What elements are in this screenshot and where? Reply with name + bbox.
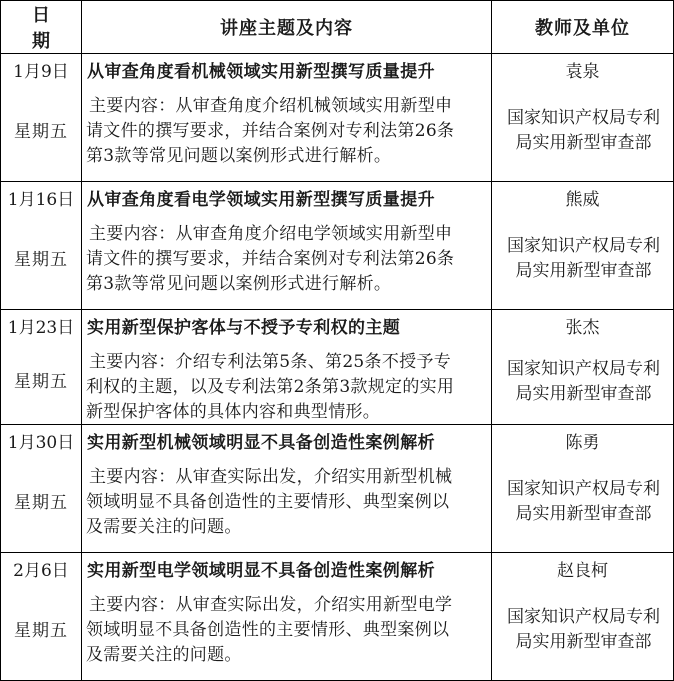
content-line: 主要内容：从审查角度介绍机械领域实用新型申 (89, 96, 453, 116)
lecture-weekday: 星期五 (14, 122, 68, 142)
teacher-org (502, 357, 665, 407)
lecture-content (86, 94, 485, 169)
lecture-date: 1月16日 (7, 190, 75, 210)
content-line: 请文件的撰写要求，并结合案例对专利法第26条 (86, 249, 455, 269)
header-teacher: 教师及单位 (492, 1, 674, 54)
topic-cell (82, 425, 492, 553)
date-cell (1, 182, 82, 310)
teacher-org (502, 605, 665, 655)
content-line: 利权的主题，以及专利法第2条第3款规定的实用 (86, 377, 455, 397)
date-cell (1, 553, 82, 681)
org-line: 局实用新型审查部 (515, 261, 652, 281)
table-row (1, 553, 674, 681)
table-row (1, 425, 674, 553)
teacher-cell (492, 182, 674, 310)
lecture-date: 2月6日 (13, 561, 69, 581)
date-cell (1, 310, 82, 425)
org-line: 国家知识产权局专利 (507, 108, 660, 128)
content-line: 主要内容：介绍专利法第5条、第25条不授予专 (89, 352, 452, 372)
lecture-title: 实用新型电学领域明显不具备创造性案例解析 (87, 561, 435, 581)
lecture-title: 实用新型机械领域明显不具备创造性案例解析 (87, 433, 435, 453)
table-header-row (1, 1, 674, 54)
content-line: 领域明显不具备创造性的主要情形、典型案例以 (86, 620, 450, 640)
teacher-cell (492, 553, 674, 681)
date-cell (1, 425, 82, 553)
content-line: 第3款等常见问题以案例形式进行解析。 (86, 146, 392, 166)
teacher-org (502, 106, 665, 156)
org-line: 国家知识产权局专利 (507, 479, 660, 499)
org-line: 局实用新型审查部 (515, 384, 652, 404)
content-line: 主要内容：从审查实际出发，介绍实用新型机械 (89, 467, 453, 487)
lecture-date: 1月9日 (13, 62, 69, 82)
content-line: 领域明显不具备创造性的主要情形、典型案例以 (86, 492, 450, 512)
date-cell (1, 54, 82, 182)
teacher-cell (492, 425, 674, 553)
lecture-content (86, 222, 485, 297)
header-topic: 讲座主题及内容 (82, 1, 492, 54)
header-date: 日 期 (1, 1, 82, 54)
lecture-weekday: 星期五 (14, 250, 68, 270)
topic-cell (82, 54, 492, 182)
teacher-name: 熊威 (565, 190, 600, 210)
lecture-title: 从审查角度看机械领域实用新型撰写质量提升 (87, 62, 435, 82)
org-line: 国家知识产权局专利 (507, 359, 660, 379)
teacher-name: 赵良柯 (557, 561, 608, 581)
teacher-org (502, 477, 665, 527)
teacher-name: 袁泉 (565, 62, 600, 82)
org-line: 国家知识产权局专利 (507, 236, 660, 256)
teacher-name: 陈勇 (565, 433, 600, 453)
teacher-cell (492, 310, 674, 425)
org-line: 局实用新型审查部 (515, 133, 652, 153)
table-row (1, 182, 674, 310)
lecture-weekday: 星期五 (14, 621, 68, 641)
lecture-weekday: 星期五 (14, 372, 68, 392)
content-line: 请文件的撰写要求，并结合案例对专利法第26条 (86, 121, 455, 141)
content-line: 及需要关注的问题。 (86, 645, 242, 665)
lecture-date: 1月30日 (7, 433, 75, 453)
content-line: 第3款等常见问题以案例形式进行解析。 (86, 274, 392, 294)
lecture-content (86, 465, 485, 540)
lecture-content (86, 350, 485, 425)
content-line: 主要内容：从审查实际出发，介绍实用新型电学 (89, 595, 453, 615)
topic-cell (82, 553, 492, 681)
org-line: 局实用新型审查部 (515, 632, 652, 652)
teacher-org (502, 234, 665, 284)
org-line: 局实用新型审查部 (515, 504, 652, 524)
content-line: 新型保护客体的具体内容和典型情形。 (86, 402, 381, 422)
lecture-title: 实用新型保护客体与不授予专利权的主题 (87, 318, 401, 338)
org-line: 国家知识产权局专利 (507, 607, 660, 627)
table-row (1, 310, 674, 425)
lecture-weekday: 星期五 (14, 493, 68, 513)
lecture-content (86, 593, 485, 668)
table-row (1, 54, 674, 182)
teacher-cell (492, 54, 674, 182)
topic-cell (82, 310, 492, 425)
lecture-title: 从审查角度看电学领域实用新型撰写质量提升 (87, 190, 435, 210)
lecture-date: 1月23日 (7, 318, 75, 338)
content-line: 主要内容：从审查角度介绍电学领域实用新型申 (89, 224, 453, 244)
content-line: 及需要关注的问题。 (86, 517, 242, 537)
teacher-name: 张杰 (565, 318, 600, 338)
topic-cell (82, 182, 492, 310)
